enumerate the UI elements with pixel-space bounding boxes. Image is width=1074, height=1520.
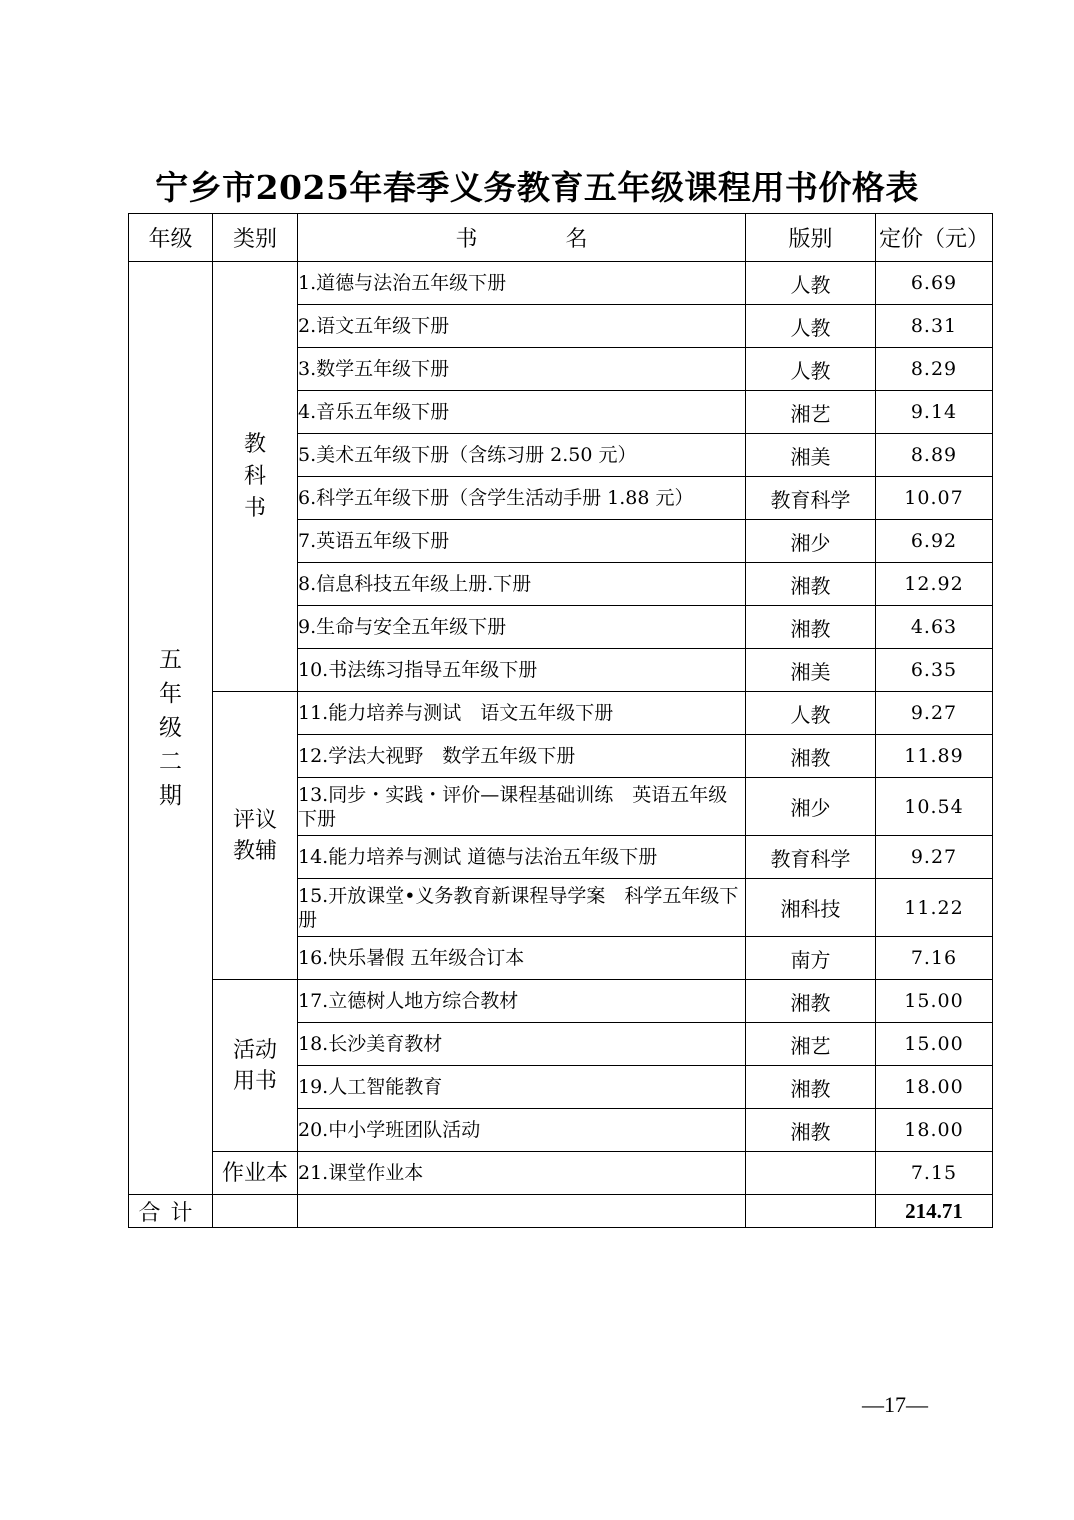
publisher: 湘少 [746,778,876,836]
price: 10.54 [876,778,993,836]
book-name: 9.生命与安全五年级下册 [298,606,746,649]
publisher: 湘教 [746,735,876,778]
price: 18.00 [876,1109,993,1152]
header-category: 类别 [213,214,298,262]
page-number: —17— [862,1392,928,1417]
book-name: 19.人工智能教育 [298,1066,746,1109]
price: 15.00 [876,1023,993,1066]
grade-cell [129,262,213,1195]
grade-label: 五年级二期 [159,647,182,809]
publisher: 湘艺 [746,391,876,434]
book-name: 2.语文五年级下册 [298,305,746,348]
price-table [128,213,993,1228]
table-row [129,980,993,1023]
publisher [746,1152,876,1195]
header-publisher: 版别 [746,214,876,262]
publisher: 人教 [746,348,876,391]
price: 8.29 [876,348,993,391]
book-name: 18.长沙美育教材 [298,1023,746,1066]
header-book-name: 书 名 [298,214,746,262]
publisher: 湘教 [746,606,876,649]
book-name: 3.数学五年级下册 [298,348,746,391]
book-name: 8.信息科技五年级上册.下册 [298,563,746,606]
total-empty-cell [298,1195,746,1228]
total-label: 合计 [129,1195,213,1228]
price: 4.63 [876,606,993,649]
header-price: 定价（元） [876,214,993,262]
book-name: 14.能力培养与测试 道德与法治五年级下册 [298,836,746,879]
price: 15.00 [876,980,993,1023]
price: 11.89 [876,735,993,778]
publisher: 湘美 [746,649,876,692]
publisher: 教育科学 [746,477,876,520]
total-empty-cell [213,1195,298,1228]
publisher: 人教 [746,692,876,735]
publisher: 湘科技 [746,879,876,937]
price: 6.69 [876,262,993,305]
price: 9.14 [876,391,993,434]
category-activity-label: 活动用书 [232,1037,277,1094]
total-empty-cell [746,1195,876,1228]
price: 7.16 [876,937,993,980]
document-title: 宁乡市2025年春季义务教育五年级课程用书价格表 [155,168,919,207]
publisher: 湘少 [746,520,876,563]
publisher: 湘教 [746,1066,876,1109]
book-name: 15.开放课堂•义务教育新课程导学案 科学五年级下册 [298,879,746,937]
price: 11.22 [876,879,993,937]
table-row [129,1152,993,1195]
book-name: 5.美术五年级下册（含练习册 2.50 元） [298,434,746,477]
price: 7.15 [876,1152,993,1195]
book-name: 7.英语五年级下册 [298,520,746,563]
publisher: 湘美 [746,434,876,477]
header-grade: 年级 [129,214,213,262]
book-name: 4.音乐五年级下册 [298,391,746,434]
price: 10.07 [876,477,993,520]
book-name: 17.立德树人地方综合教材 [298,980,746,1023]
category-tutoring [213,692,298,980]
price: 8.31 [876,305,993,348]
price: 6.35 [876,649,993,692]
book-name: 1.道德与法治五年级下册 [298,262,746,305]
category-tutoring-label: 评议教辅 [232,807,277,864]
book-name: 12.学法大视野 数学五年级下册 [298,735,746,778]
price: 18.00 [876,1066,993,1109]
price: 6.92 [876,520,993,563]
publisher: 南方 [746,937,876,980]
category-textbook-label: 教科书 [243,431,266,521]
total-row [129,1195,993,1228]
book-name: 6.科学五年级下册（含学生活动手册 1.88 元） [298,477,746,520]
book-name: 11.能力培养与测试 语文五年级下册 [298,692,746,735]
table-row [129,262,993,305]
category-activity [213,980,298,1152]
publisher: 湘艺 [746,1023,876,1066]
book-name: 13.同步・实践・评价—课程基础训练 英语五年级下册 [298,778,746,836]
publisher: 人教 [746,262,876,305]
book-name: 16.快乐暑假 五年级合订本 [298,937,746,980]
publisher: 湘教 [746,563,876,606]
book-name: 10.书法练习指导五年级下册 [298,649,746,692]
header-row [129,214,993,262]
book-name: 20.中小学班团队活动 [298,1109,746,1152]
category-workbook: 作业本 [213,1152,298,1195]
total-price: 214.71 [876,1195,993,1228]
book-name: 21.课堂作业本 [298,1152,746,1195]
price: 8.89 [876,434,993,477]
publisher: 湘教 [746,980,876,1023]
table-row [129,692,993,735]
publisher: 人教 [746,305,876,348]
price: 9.27 [876,836,993,879]
price: 9.27 [876,692,993,735]
publisher: 教育科学 [746,836,876,879]
category-textbook [213,262,298,692]
price: 12.92 [876,563,993,606]
publisher: 湘教 [746,1109,876,1152]
